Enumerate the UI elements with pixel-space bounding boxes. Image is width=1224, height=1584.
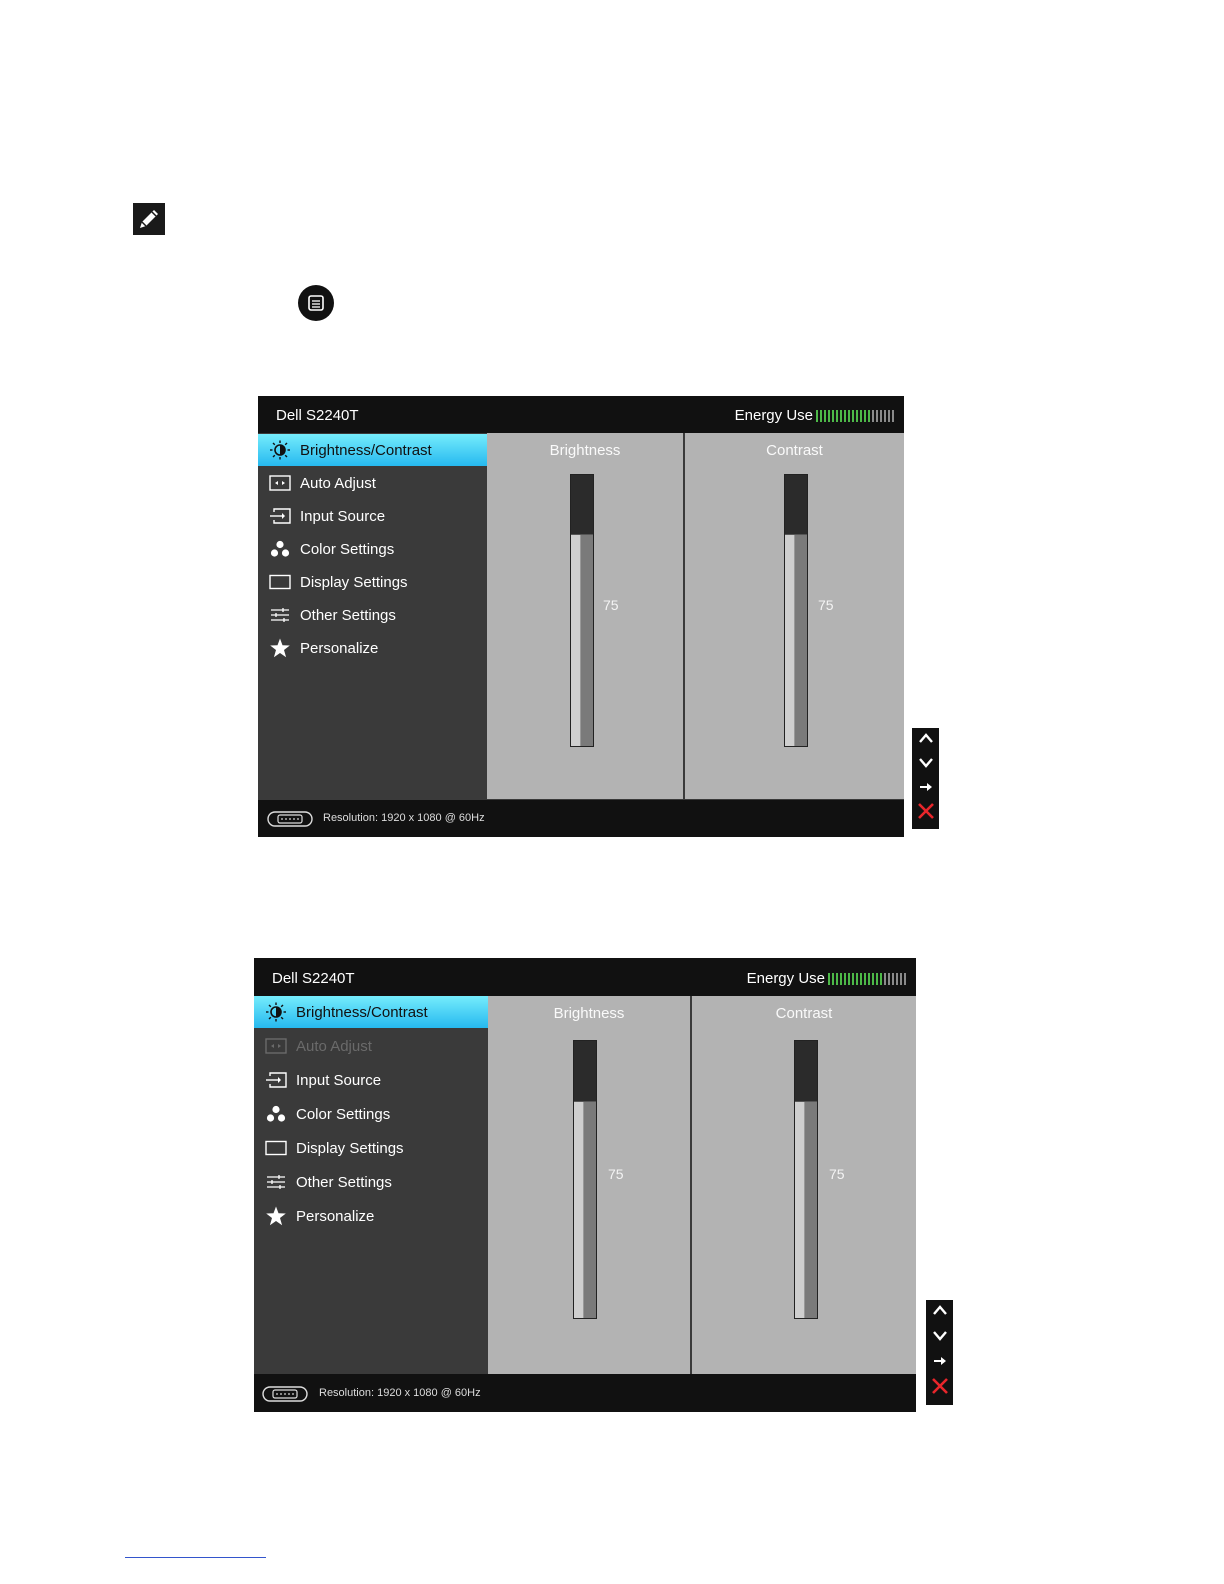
color-settings-icon	[263, 1104, 289, 1124]
osd-menu-top	[258, 396, 904, 837]
energy-segment	[856, 410, 858, 422]
close-icon	[917, 802, 935, 825]
star-icon	[263, 1206, 289, 1226]
energy-segment	[832, 410, 834, 422]
menu-item-color-settings[interactable]	[254, 1098, 488, 1130]
energy-segment	[888, 973, 890, 985]
display-settings-icon	[263, 1138, 289, 1158]
energy-segment	[828, 973, 830, 985]
energy-segment	[872, 973, 874, 985]
menu-item-display-settings[interactable]	[258, 566, 487, 598]
footnote-rule	[125, 1557, 266, 1558]
down-arrow-button[interactable]	[926, 1326, 953, 1350]
close-button[interactable]	[912, 802, 939, 826]
energy-segment	[832, 973, 834, 985]
energy-segment	[892, 973, 894, 985]
osd-title: Dell S2240T	[276, 407, 359, 424]
brightness-panel	[487, 433, 683, 799]
brightness-icon	[267, 440, 293, 460]
energy-segment	[888, 410, 890, 422]
energy-segment	[816, 410, 818, 422]
energy-use	[747, 970, 908, 987]
menu-button-icon	[298, 285, 334, 321]
menu-item-other-settings[interactable]	[258, 599, 487, 631]
menu-item-input-source[interactable]	[258, 500, 487, 532]
energy-use-label: Energy Use	[734, 407, 813, 424]
note-pencil-icon	[133, 203, 165, 235]
right-arrow-button[interactable]	[926, 1351, 953, 1375]
osd-main-menu	[254, 996, 488, 1374]
brightness-slider[interactable]	[570, 474, 594, 747]
osd-main-menu	[258, 433, 487, 799]
menu-item-brightness-contrast[interactable]	[254, 996, 488, 1028]
brightness-icon	[263, 1002, 289, 1022]
contrast-slider[interactable]	[794, 1040, 818, 1319]
color-settings-icon	[267, 539, 293, 559]
up-arrow-button[interactable]	[926, 1300, 953, 1324]
menu-item-label: Auto Adjust	[300, 474, 376, 492]
energy-segment	[900, 973, 902, 985]
down-arrow-button[interactable]	[912, 753, 939, 777]
energy-segment	[880, 410, 882, 422]
energy-segment	[868, 410, 870, 422]
menu-item-display-settings[interactable]	[254, 1132, 488, 1164]
energy-segment	[904, 973, 906, 985]
energy-segment	[872, 410, 874, 422]
down-arrow-icon	[918, 756, 934, 774]
energy-use-meter	[816, 410, 896, 422]
menu-item-label: Brightness/Contrast	[300, 441, 432, 459]
input-source-icon	[263, 1070, 289, 1090]
energy-segment	[840, 410, 842, 422]
energy-segment	[824, 410, 826, 422]
contrast-slider-fill	[795, 1101, 817, 1318]
close-icon	[931, 1377, 949, 1400]
menu-item-label: Color Settings	[296, 1105, 391, 1123]
brightness-value: 75	[608, 1166, 624, 1182]
menu-item-label: Display Settings	[296, 1139, 404, 1157]
menu-item-auto-adjust[interactable]	[258, 467, 487, 499]
resolution-status: Resolution: 1920 x 1080 @ 60Hz	[323, 812, 485, 824]
vga-connector-icon	[262, 1386, 308, 1405]
contrast-label: Contrast	[775, 1005, 833, 1022]
menu-item-label: Input Source	[300, 507, 386, 525]
display-settings-icon	[267, 572, 293, 592]
right-arrow-icon	[932, 1354, 948, 1372]
energy-use-label: Energy Use	[746, 970, 825, 987]
contrast-label: Contrast	[766, 442, 823, 459]
menu-item-label: Auto Adjust	[296, 1037, 372, 1055]
energy-segment	[896, 973, 898, 985]
energy-segment	[864, 410, 866, 422]
up-arrow-button[interactable]	[912, 728, 939, 752]
contrast-slider-fill	[785, 534, 807, 746]
right-arrow-button[interactable]	[912, 777, 939, 801]
menu-item-personalize[interactable]	[254, 1200, 488, 1232]
contrast-panel	[685, 433, 904, 799]
energy-segment	[856, 973, 858, 985]
contrast-value: 75	[829, 1166, 845, 1182]
menu-item-label: Personalize	[296, 1207, 375, 1225]
down-arrow-icon	[932, 1329, 948, 1347]
energy-segment	[840, 973, 842, 985]
menu-item-label: Other Settings	[300, 606, 396, 624]
osd-footer	[258, 800, 904, 837]
auto-adjust-icon	[263, 1036, 289, 1056]
energy-segment	[876, 973, 878, 985]
menu-item-label: Display Settings	[300, 573, 408, 591]
energy-segment	[884, 410, 886, 422]
vga-connector-icon	[267, 811, 313, 830]
energy-segment	[876, 410, 878, 422]
input-source-icon	[267, 506, 293, 526]
energy-use	[735, 407, 896, 424]
menu-item-input-source[interactable]	[254, 1064, 488, 1096]
right-arrow-icon	[918, 780, 934, 798]
contrast-panel	[692, 996, 916, 1374]
energy-segment	[868, 973, 870, 985]
menu-item-label: Color Settings	[300, 540, 395, 558]
energy-segment	[828, 410, 830, 422]
energy-segment	[844, 410, 846, 422]
energy-segment	[860, 410, 862, 422]
brightness-value: 75	[603, 597, 619, 613]
energy-segment	[884, 973, 886, 985]
energy-segment	[848, 410, 850, 422]
up-arrow-icon	[932, 1303, 948, 1321]
osd-title: Dell S2240T	[272, 970, 355, 987]
contrast-value: 75	[818, 597, 834, 613]
osd-header	[254, 958, 916, 996]
menu-item-label: Input Source	[296, 1071, 382, 1089]
menu-item-auto-adjust[interactable]	[254, 1030, 488, 1062]
energy-segment	[836, 410, 838, 422]
energy-segment	[836, 973, 838, 985]
auto-adjust-icon	[267, 473, 293, 493]
energy-segment	[864, 973, 866, 985]
contrast-slider[interactable]	[784, 474, 808, 747]
menu-item-label: Brightness/Contrast	[296, 1003, 428, 1021]
brightness-slider-fill	[571, 534, 593, 746]
brightness-slider[interactable]	[573, 1040, 597, 1319]
resolution-status: Resolution: 1920 x 1080 @ 60Hz	[319, 1387, 481, 1399]
energy-segment	[820, 410, 822, 422]
osd-nav-buttons-bottom	[926, 1300, 953, 1405]
energy-segment	[852, 973, 854, 985]
energy-segment	[848, 973, 850, 985]
energy-segment	[844, 973, 846, 985]
other-settings-icon	[263, 1172, 289, 1192]
star-icon	[267, 638, 293, 658]
osd-menu-bottom	[254, 958, 916, 1412]
menu-item-color-settings[interactable]	[258, 533, 487, 565]
energy-segment	[880, 973, 882, 985]
brightness-panel	[488, 996, 690, 1374]
energy-segment	[852, 410, 854, 422]
menu-item-label: Personalize	[300, 639, 379, 657]
energy-use-meter	[828, 973, 908, 985]
up-arrow-icon	[918, 731, 934, 749]
menu-item-label: Other Settings	[296, 1173, 392, 1191]
energy-segment	[892, 410, 894, 422]
osd-nav-buttons-top	[912, 728, 939, 829]
osd-footer	[254, 1374, 916, 1412]
other-settings-icon	[267, 605, 293, 625]
menu-item-personalize[interactable]	[258, 632, 487, 664]
brightness-slider-fill	[574, 1101, 596, 1318]
menu-item-brightness-contrast[interactable]	[258, 434, 487, 466]
osd-header	[258, 396, 904, 433]
brightness-label: Brightness	[549, 442, 621, 459]
energy-segment	[860, 973, 862, 985]
brightness-label: Brightness	[553, 1005, 625, 1022]
menu-item-other-settings[interactable]	[254, 1166, 488, 1198]
close-button[interactable]	[926, 1377, 953, 1401]
